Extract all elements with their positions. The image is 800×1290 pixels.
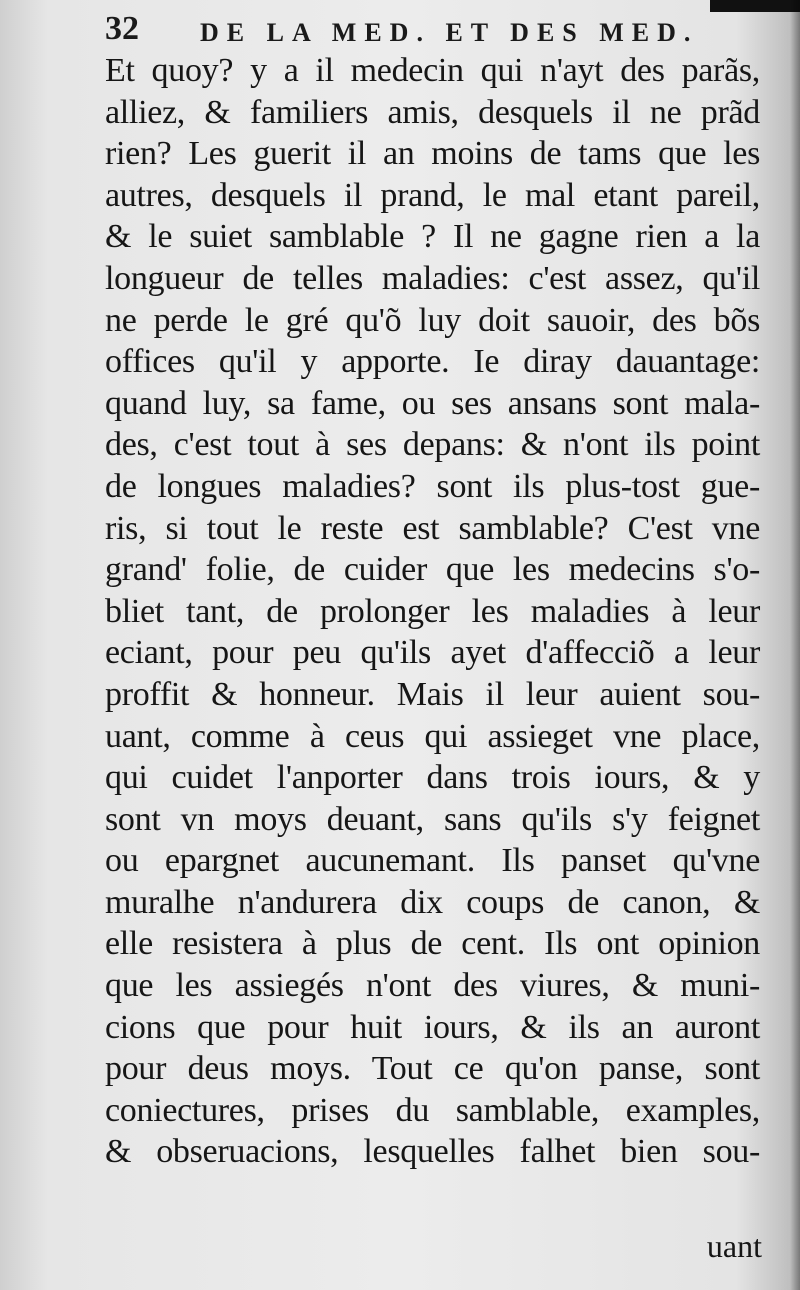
text-line: cions que pour huit iours, & ils an auront (105, 1008, 760, 1046)
text-line: & obseruacions, lesquelles falhet bien sou- (105, 1133, 760, 1171)
text-line: elle resistera à plus de cent. Ils ont opinion (105, 925, 760, 963)
running-head: DE LA MED. ET DES MED. (200, 18, 699, 47)
text-line: offices qu'il y apporte. Ie diray dauantage: (105, 343, 760, 381)
text-line: uant, comme à ceus qui assieget vne place, (105, 717, 760, 755)
text-line: ne perde le gré qu'õ luy doit sauoir, des bõs (105, 301, 760, 339)
text-line: rien? Les guerit il an moins de tams que les (105, 135, 760, 173)
text-line: coniectures, prises du samblable, examples, (105, 1091, 760, 1129)
text-line: ou epargnet aucunemant. Ils panset qu'vne (105, 842, 760, 880)
scan-edge (710, 0, 800, 12)
text-line: quand luy, sa fame, ou ses ansans sont mala- (105, 384, 760, 422)
text-line: alliez, & familiers amis, desquels il ne prãd (105, 93, 760, 131)
text-line: & le suiet samblable ? Il ne gagne rien a la (105, 218, 760, 256)
catchword: uant (706, 1228, 762, 1264)
text-line: grand' folie, de cuider que les medecins s'o- (105, 551, 760, 589)
text-line: eciant, pour peu qu'ils ayet d'affecciõ a leur (105, 634, 760, 672)
text-line: muralhe n'andurera dix coups de canon, & (105, 883, 760, 921)
page-gutter-shadow (790, 0, 800, 1290)
text-line: sont vn moys deuant, sans qu'ils s'y feignet (105, 800, 760, 838)
text-line: que les assiegés n'ont des viures, & muni- (105, 967, 760, 1005)
text-line: des, c'est tout à ses depans: & n'ont ils point (105, 426, 760, 464)
page-number: 32 (105, 10, 139, 47)
page-header (105, 12, 755, 52)
text-line: pour deus moys. Tout ce qu'on panse, sont (105, 1050, 760, 1088)
text-line: bliet tant, de prolonger les maladies à leur (105, 592, 760, 630)
text-line: longueur de telles maladies: c'est assez, qu'il (105, 259, 760, 297)
text-line: Et quoy? y a il medecin qui n'ayt des parãs, (105, 52, 760, 89)
text-line: proffit & honneur. Mais il leur auient sou- (105, 675, 760, 713)
body-text (105, 50, 760, 1173)
text-line: autres, desquels il prand, le mal etant pareil, (105, 176, 760, 214)
text-line: ris, si tout le reste est samblable? C'est vne (105, 509, 760, 547)
text-line: qui cuidet l'anporter dans trois iours, & y (105, 759, 760, 797)
text-line: de longues maladies? sont ils plus-tost gue- (105, 467, 760, 505)
